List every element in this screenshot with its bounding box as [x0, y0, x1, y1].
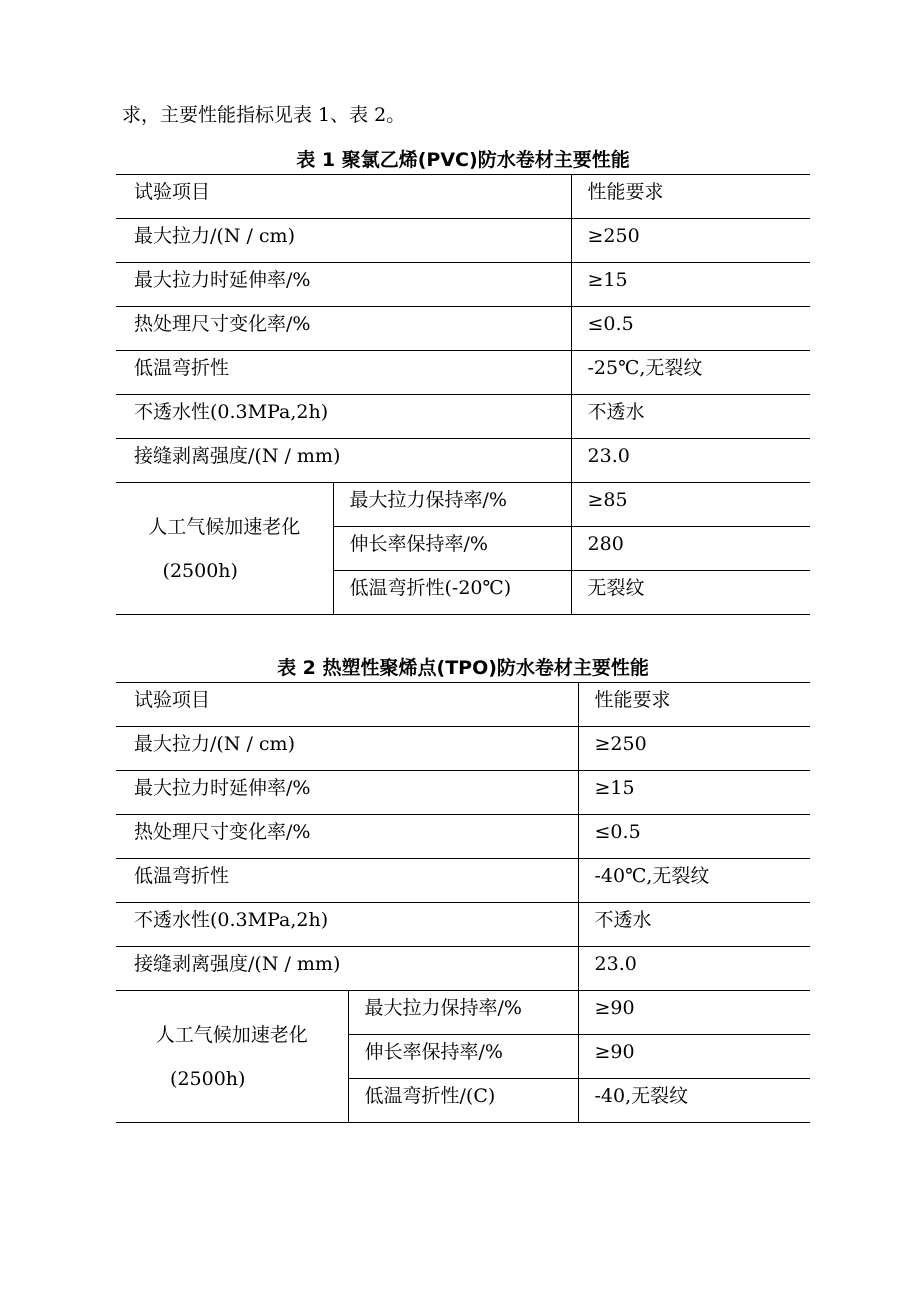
intro-paragraph: 求，主要性能指标见表 1、表 2。 — [122, 104, 406, 126]
subrow-item: 伸长率保持率/% — [333, 527, 571, 571]
row-requirement: ≤0.5 — [571, 307, 810, 351]
aging-label-line2: (2500h) — [162, 559, 238, 582]
header-requirement-cell: 性能要求 — [578, 683, 810, 727]
subrow-item: 低温弯折性(-20℃) — [333, 571, 571, 615]
row-item: 接缝剥离强度/(N / mm) — [116, 439, 571, 483]
table-row — [116, 263, 810, 307]
subrow-requirement: -40,无裂纹 — [578, 1079, 810, 1123]
aging-label-line2: (2500h) — [170, 1067, 246, 1090]
header-item-cell: 试验项目 — [116, 683, 578, 727]
table-row — [116, 727, 810, 771]
row-requirement: ≤0.5 — [578, 815, 810, 859]
row-requirement: ≥15 — [578, 771, 810, 815]
row-requirement: ≥250 — [578, 727, 810, 771]
row-item: 最大拉力时延伸率/% — [116, 771, 578, 815]
row-requirement: ≥250 — [571, 219, 810, 263]
table2-caption: 表 2 热塑性聚烯点(TPO)防水卷材主要性能 — [277, 657, 649, 679]
row-item: 最大拉力/(N / cm) — [116, 219, 571, 263]
row-item: 不透水性(0.3MPa,2h) — [116, 395, 571, 439]
row-item: 接缝剥离强度/(N / mm) — [116, 947, 578, 991]
tpo-properties-table — [116, 682, 810, 1123]
subrow-item: 最大拉力保持率/% — [348, 991, 578, 1035]
row-item: 低温弯折性 — [116, 859, 578, 903]
subrow-requirement: ≥85 — [571, 483, 810, 527]
table-row — [116, 859, 810, 903]
row-item: 低温弯折性 — [116, 351, 571, 395]
aging-label-line1: 人工气候加速老化 — [155, 1023, 308, 1046]
table-row — [116, 439, 810, 483]
row-requirement: ≥15 — [571, 263, 810, 307]
subrow-requirement: 无裂纹 — [571, 571, 810, 615]
table-row — [116, 947, 810, 991]
aging-label-line1: 人工气候加速老化 — [148, 515, 301, 538]
subrow-requirement: ≥90 — [578, 991, 810, 1035]
row-requirement: 23.0 — [571, 439, 810, 483]
pvc-properties-table — [116, 174, 810, 615]
aging-group-label — [116, 991, 348, 1123]
table-header-row — [116, 683, 810, 727]
row-requirement: -25℃,无裂纹 — [571, 351, 810, 395]
table-header-row — [116, 175, 810, 219]
row-item: 热处理尺寸变化率/% — [116, 815, 578, 859]
subrow-requirement: ≥90 — [578, 1035, 810, 1079]
row-item: 不透水性(0.3MPa,2h) — [116, 903, 578, 947]
table-row — [116, 307, 810, 351]
table-row — [116, 351, 810, 395]
table-row — [116, 815, 810, 859]
subrow-item: 最大拉力保持率/% — [333, 483, 571, 527]
table-row — [116, 219, 810, 263]
table-row — [116, 395, 810, 439]
subrow-requirement: 280 — [571, 527, 810, 571]
row-item: 最大拉力时延伸率/% — [116, 263, 571, 307]
row-requirement: 不透水 — [578, 903, 810, 947]
table1-caption: 表 1 聚氯乙烯(PVC)防水卷材主要性能 — [296, 149, 630, 171]
row-item: 热处理尺寸变化率/% — [116, 307, 571, 351]
table-row — [116, 483, 810, 527]
subrow-item: 伸长率保持率/% — [348, 1035, 578, 1079]
row-requirement: 23.0 — [578, 947, 810, 991]
aging-group-label — [116, 483, 333, 615]
header-item-cell: 试验项目 — [116, 175, 571, 219]
row-requirement: 不透水 — [571, 395, 810, 439]
header-requirement-cell: 性能要求 — [571, 175, 810, 219]
subrow-item: 低温弯折性/(C) — [348, 1079, 578, 1123]
table-row — [116, 903, 810, 947]
row-item: 最大拉力/(N / cm) — [116, 727, 578, 771]
table-row — [116, 771, 810, 815]
row-requirement: -40℃,无裂纹 — [578, 859, 810, 903]
table-row — [116, 991, 810, 1035]
